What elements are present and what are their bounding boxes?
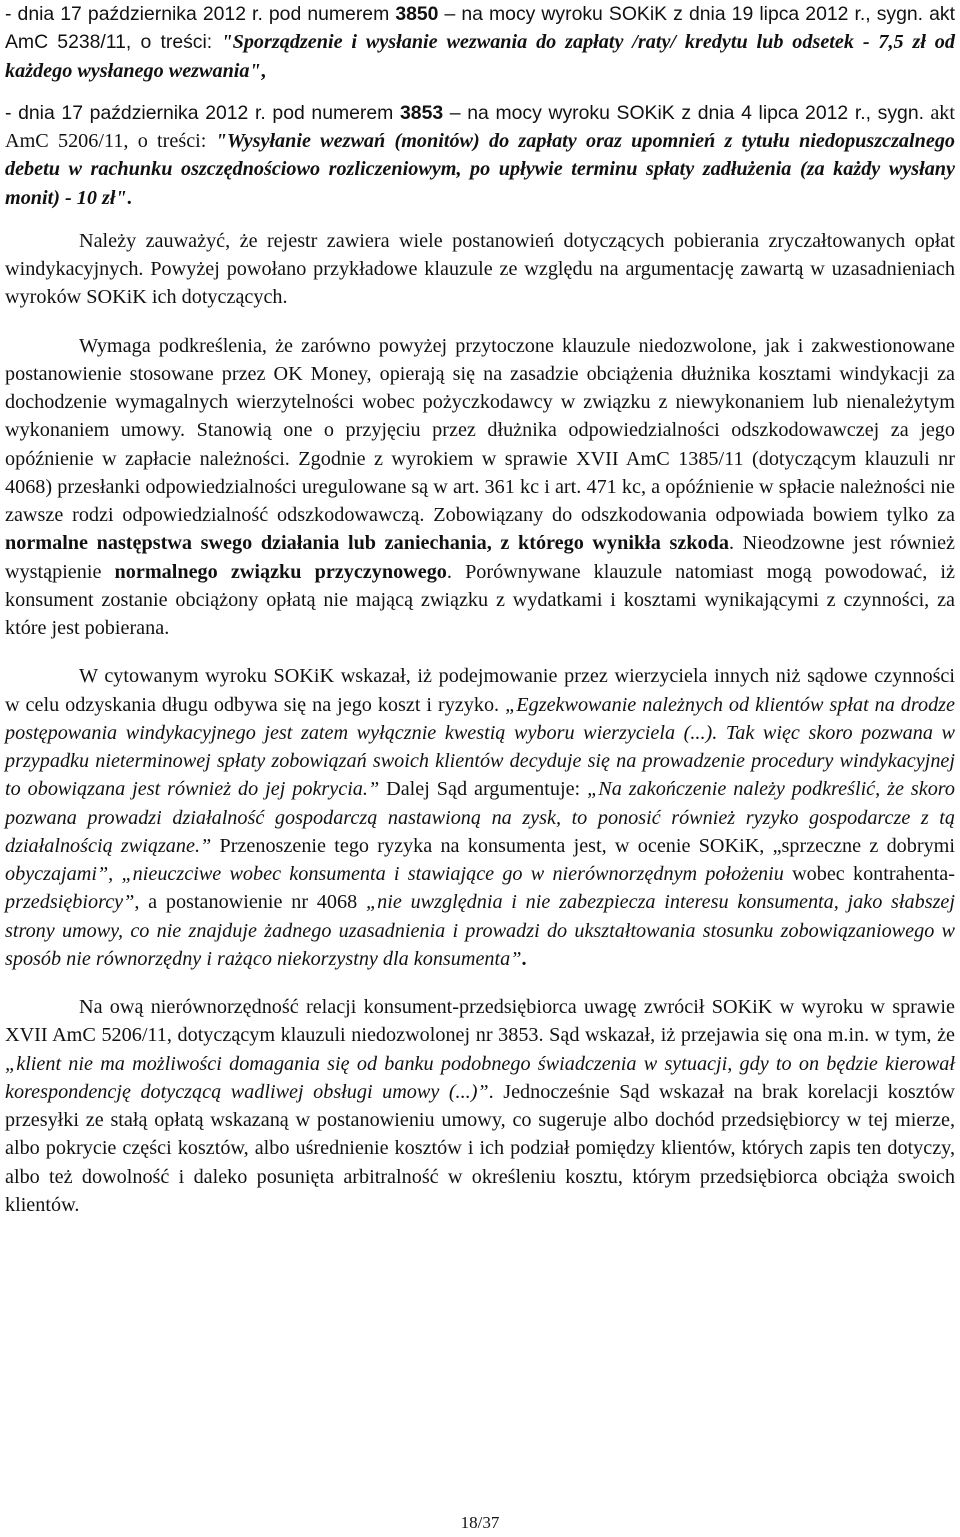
reasoning-quote-5: „nie uwzględnia i nie zabezpiecza interesu konsumenta, jako słabszej strony umowy, co nie znajduje żadnego uzasadnienia i prowadzi do ukształtowania stosunku zobowiązaniowego w sposób nie równorzędny i rażąco niekorzystny dla konsumenta” [5, 891, 955, 970]
entry-3850-clause: "Sporządzenie i wysłanie wezwania do zapłaty /raty/ kredytu lub odsetek - 7,5 zł od każdego wysłanego wezwania" [5, 31, 955, 82]
entry-3850-ruling: – na mocy wyroku SOKiK z dnia 19 lipca 2012 r., sygn. akt AmC 5238/11, o treści: [5, 3, 956, 54]
entry-3850-lead: - dnia 17 października 2012 r. pod numerem [5, 3, 396, 25]
reasoning-text-2: Dalej Sąd argumentuje: [379, 778, 588, 801]
liability-text-1: Wymaga podkreślenia, że zarówno powyżej przytoczone klauzule niedozwolone, jak i zakwestionowane postanowienie stosowane przez OK Money, opierają się na zasadzie obciążenia dłużnika kosztami windykacji za dochodzenie wymagalnych wierzytelności wobec pożyczkodawcy w związku z niewykonaniem lub nienależytym wykonaniem umowy. Stanowią one o przyjęciu przez dłużnika odpowiedzialności odszkodowawczej za jego opóźnienie w zapłacie należności. Zgodnie z wyrokiem w sprawie XVII AmC 1385/11 (dotyczącym klauzuli nr 4068) przesłanki odpowiedzialności uregulowane są w art. 361 kc i art. 471 kc, a opóźnienie w spłacie należności nie zawsze rodzi odpowiedzialność odszkodowawczą. Zobowiązany do odszkodowania odpowiada bowiem tylko za [5, 334, 955, 526]
reasoning-quote-3: obyczajami”, „nieuczciwe wobec konsumenta i stawiające go w nierównorzędnym położeniu [5, 863, 784, 885]
entry-3853-clause: "Wysyłanie wezwań (monitów) do zapłaty oraz upomnień z tytułu niedopuszczalnego debetu w rachunku oszczędnościowo rozliczeniowym, po upływie terminu spłaty zadłużenia (za każdy wysłany monit) - 10 zł" [5, 130, 956, 209]
reasoning-quote-1: „Egzekwowanie należnych od klientów spłat na drodze postępowania windykacyjnego jest zatem wyłącznie kwestią wyboru wierzyciela (...). Tak więc skoro pozwana w przypadku nieterminowej spłaty zobowiązań swoich klientów decyduje się na prowadzenie procedury windykacyjnej to obowiązana jest również do jej pokrycia.” [5, 693, 955, 801]
inequality-quote: „klient nie ma możliwości domagania się od banku podobnego świadczenia w sytuacji, gdy to on będzie kierował korespondencję dotyczącą wadliwej obsługi umowy (...)” [5, 1052, 955, 1103]
entry-3850 [5, 0, 955, 85]
reasoning-text-5: , a postanowienie nr 4068 [134, 891, 366, 914]
inequality-text-1: Na ową nierównorzędność relacji konsument-przedsiębiorca uwagę zwrócił SOKiK w wyroku w sprawie XVII AmC 5206/11, dotyczącym klauzuli niedozwolonej nr 3853. Sąd wskazał, iż przejawia się ona m.in. w tym, że [5, 996, 955, 1047]
paragraph-court-reasoning [5, 662, 955, 973]
paragraph-register-note: Należy zauważyć, że rejestr zawiera wiele postanowień dotyczących pobierania zryczałtowanych opłat windykacyjnych. Powyżej powołano przykładowe klauzule ze względu na argumentację zawartą w uzasadnieniach wyroków SOKiK ich dotyczących. [5, 229, 955, 309]
reasoning-text-6: . [521, 947, 527, 970]
inequality-text-2: . Jednocześnie Sąd wskazał na brak korelacji kosztów przesyłki ze stałą opłatą wskazaną w postanowieniu umowy, co sugeruje albo dochód przedsiębiorcy w tej mierze, albo pokrycie części kosztów, albo uśrednienie kosztów i ich podział pomiędzy klientów, których zapis ten dotyczy, albo też dowolność i daleko posunięta arbitralność w określeniu kosztu, którym przedsiębiorca obciąża swoich klientów. [5, 1080, 956, 1216]
entry-3853-case: akt AmC 5206/11, o treści: [5, 101, 955, 152]
liability-text-3: . Porównywane klauzule natomiast mogą powodować, iż konsument zostanie obciążony opłatą nie mającą związku z wydatkami i kosztami wynikającymi z czynności, za które jest pobierana. [5, 560, 955, 639]
document-body [5, 0, 955, 1219]
reasoning-text-3: Przenoszenie tego ryzyka na konsumenta jest, w ocenie SOKiK, „sprzeczne z dobrymi [211, 834, 955, 857]
paragraph-liability [5, 332, 955, 643]
reasoning-quote-2: „Na zakończenie należy podkreślić, że skoro pozwana prowadzi działalność gospodarczą nastawioną na zysk, to ponosić również ryzyko gospodarcze z tą działalnością związane.” [5, 778, 955, 857]
liability-text-2: . Nieodzowne jest również wystąpienie [5, 532, 955, 583]
entry-3853-number: 3853 [400, 101, 444, 124]
entry-3853 [5, 99, 955, 212]
entry-3850-number: 3850 [395, 3, 439, 25]
entry-3853-ruling: – na mocy wyroku SOKiK z dnia 4 lipca 2012 r., sygn. [443, 101, 925, 124]
entry-3853-tail: . [126, 186, 132, 209]
paragraph-inequality [5, 993, 955, 1219]
reasoning-text-1: W cytowanym wyroku SOKiK wskazał, iż podejmowanie przez wierzyciela innych niż sądowe czynności w celu odzyskania długu odbywa się na jego koszt i ryzyko. [5, 665, 955, 716]
page-number: 18/37 [460, 1513, 500, 1532]
reasoning-text-4: wobec kontrahenta- [783, 863, 955, 885]
liability-bold-consequences: normalne następstwa swego działania lub zaniechania, z którego wynikła szkoda [5, 532, 729, 555]
liability-bold-causal-link: normalnego związku przyczynowego [114, 560, 447, 583]
entry-3853-lead: - dnia 17 października 2012 r. pod numerem [5, 101, 400, 124]
entry-3850-tail: , [260, 59, 266, 82]
reasoning-quote-4: przedsiębiorcy” [5, 891, 135, 914]
